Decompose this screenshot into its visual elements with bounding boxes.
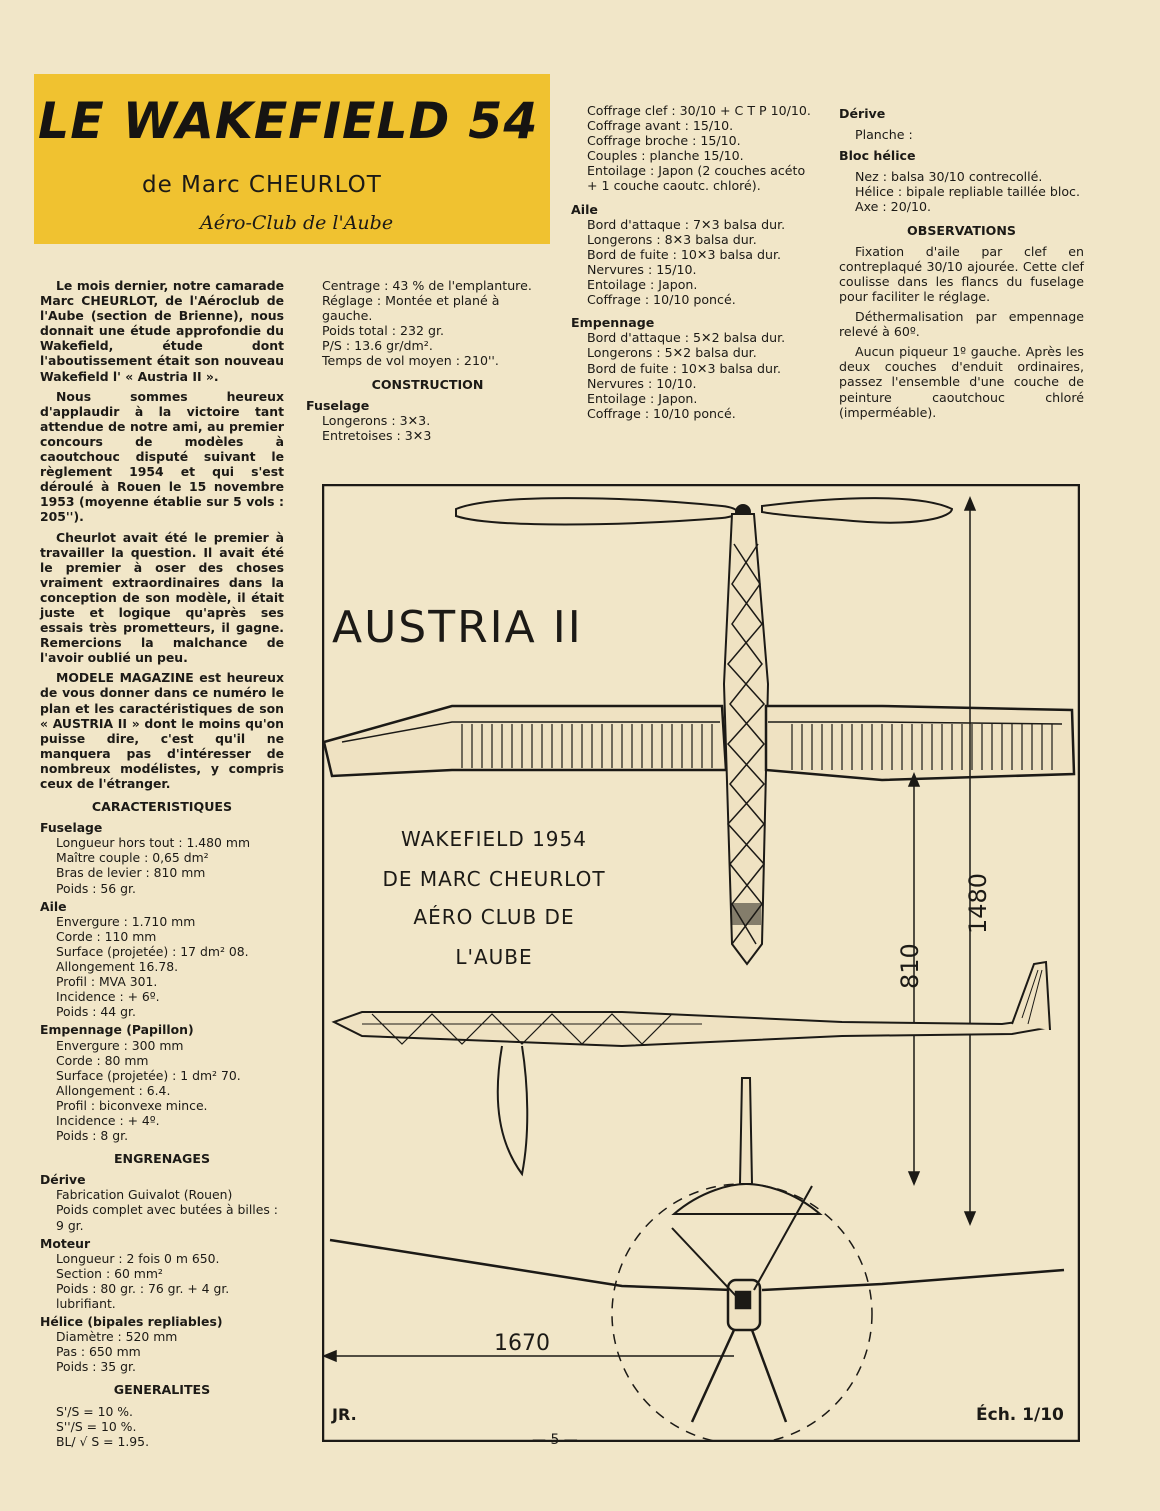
column-2 [306, 278, 549, 443]
section-heading: GENERALITES [113, 1382, 211, 1398]
plan-drawing [322, 484, 1080, 1442]
article-title: LE WAKEFIELD 54 [38, 92, 539, 150]
subheading: Dérive [839, 106, 886, 121]
propeller-top-view [456, 498, 952, 524]
section-heading: CARACTERISTIQUES [91, 799, 233, 815]
caption-line: WAKEFIELD 1954 [401, 827, 587, 851]
spec-line: Coffrage broche : 15/10. [587, 133, 741, 149]
spec-line: Longerons : 8✕3 balsa dur. [587, 231, 757, 247]
subheading: Moteur [40, 1235, 91, 1251]
observation-paragraph: Fixation d'aile par clef en contreplaqué 30/10 ajourée. Cette clef coulisse dans les flancs du fuselage pour faciliter le réglage. [839, 243, 1084, 304]
spec-line: Bord de fuite : 10✕3 balsa dur. [587, 246, 781, 262]
tail-front-view [674, 1078, 820, 1214]
spec-line: Temps de vol moyen : 210''. [322, 353, 499, 369]
spec-line: Centrage : 43 % de l'emplanture. [322, 278, 532, 293]
spec-line: Fabrication Guivalot (Rouen) [56, 1187, 233, 1203]
subheading: Fuselage [40, 820, 103, 836]
spec-line: Longueur hors tout : 1.480 mm [56, 835, 251, 851]
subheading: Aile [571, 201, 598, 217]
subheading: Empennage (Papillon) [40, 1022, 194, 1038]
spec-line: S'/S = 10 %. [56, 1403, 133, 1419]
spec-line: Réglage : Montée et plané à gauche. [322, 293, 500, 324]
spec-line: Poids : 35 gr. [56, 1359, 136, 1375]
column-4 [839, 103, 1084, 425]
spec-line: Incidence : + 4º. [56, 1112, 160, 1128]
spec-line: Poids total : 232 gr. [322, 323, 445, 339]
subheading: Fuselage [306, 397, 370, 413]
spec-line: Coffrage : 10/10 poncé. [587, 292, 736, 308]
article-byline: de Marc CHEURLOT [142, 172, 382, 198]
intro-paragraph: Nous sommes heureux d'applaudir à la victoire tant attendue de notre ami, au premier concours de modèles à caoutchouc disputé suivant le règlement 1954 et qui s'est déroulé à Rouen le 15 novembre 1953 (moyenne établie sur 5 vols : 205''). [40, 388, 284, 525]
caption-line: AÉRO CLUB DE [413, 905, 575, 929]
spec-line: Section : 60 mm² [56, 1265, 163, 1281]
spec-line: Corde : 110 mm [56, 928, 157, 944]
spec-line: Allongement 16.78. [56, 959, 179, 975]
spec-line: Bord de fuite : 10✕3 balsa dur. [587, 360, 781, 376]
spec-line: Couples : planche 15/10. [587, 148, 744, 164]
observation-paragraph: Aucun piqueur 1º gauche. Après les deux couches d'enduit ordinaires, passez l'ensemble d'une couche de peinture caoutchouc chloré (imperméable). [839, 344, 1084, 420]
spec-line: Nervures : 10/10. [587, 375, 697, 391]
caption-line: DE MARC CHEURLOT [382, 867, 606, 891]
spec-line: Longerons : 5✕2 balsa dur. [587, 345, 757, 361]
spec-line: Entoilage : Japon. [587, 390, 698, 406]
subheading: Empennage [571, 315, 655, 331]
page-footer: — 5 — [532, 1432, 578, 1448]
spec-line: Planche : [855, 127, 913, 143]
spec-line: Envergure : 300 mm [56, 1037, 184, 1053]
designer-signature: JR. [332, 1405, 357, 1424]
subheading: Hélice (bipales repliables) [40, 1314, 223, 1330]
spec-line: Envergure : 1.710 mm [56, 913, 196, 929]
spec-line: Poids complet avec butées à billes : 9 gr. [56, 1202, 278, 1233]
section-heading: OBSERVATIONS [907, 222, 1016, 238]
fuselage-top-view [724, 514, 768, 964]
spec-line: Axe : 20/10. [855, 199, 931, 215]
spec-line: P/S : 13.6 gr/dm². [322, 338, 433, 354]
intro-paragraph: MODELE MAGAZINE est heureux de vous donner dans ce numéro le plan et les caractéristiques de son « AUSTRIA II » dont le moins qu'on puisse dire, c'est qu'il ne manquera pas d'intéresser de nombreux modélistes, y compris ceux de l'étranger. [40, 670, 284, 791]
spec-line: Coffrage avant : 15/10. [587, 118, 734, 134]
spec-line: Maître couple : 0,65 dm² [56, 850, 209, 866]
spec-line: Longerons : 3✕3. [322, 412, 431, 428]
article-club: Aéro-Club de l'Aube [200, 212, 394, 234]
dimension-span: 1670 [494, 1331, 550, 1356]
spec-line: Nervures : 15/10. [587, 261, 697, 277]
subheading: Aile [40, 898, 67, 914]
spec-line: Incidence : + 6º. [56, 989, 160, 1005]
spec-line: Entoilage : Japon (2 couches acéto + 1 couche caoutc. chloré). [587, 163, 806, 194]
spec-line: Surface (projetée) : 1 dm² 70. [56, 1067, 241, 1083]
fuselage-side-view [334, 962, 1050, 1174]
spec-line: Diamètre : 520 mm [56, 1329, 178, 1345]
observation-paragraph: Déthermalisation par empennage relevé à 60º. [839, 309, 1084, 340]
spec-line: Bord d'attaque : 5✕2 balsa dur. [587, 330, 786, 346]
spec-line: Bras de levier : 810 mm [56, 865, 206, 881]
spec-line: Profil : MVA 301. [56, 974, 158, 990]
column-3 [571, 103, 818, 421]
intro-paragraph: Le mois dernier, notre camarade Marc CHEURLOT, de l'Aéroclub de l'Aube (section de Brienne), nous donnait une étude approfondie du Wakefield, étude dont l'aboutissement était son nouveau Wakefield l' « Austria II ». [40, 278, 284, 384]
spec-line: Coffrage clef : 30/10 + C T P 10/10. [587, 103, 811, 118]
spec-line: Poids : 8 gr. [56, 1128, 129, 1144]
spec-line: Poids : 44 gr. [56, 1004, 136, 1020]
scale-note: Éch. 1/10 [976, 1405, 1064, 1425]
caption-line: L'AUBE [455, 945, 533, 969]
spec-line: Surface (projetée) : 17 dm² 08. [56, 943, 249, 959]
spec-line: Allongement : 6.4. [56, 1082, 171, 1098]
spec-line: Pas : 650 mm [56, 1344, 141, 1360]
spec-line: Bord d'attaque : 7✕3 balsa dur. [587, 216, 786, 232]
spec-line: Hélice : bipale repliable taillée bloc. [855, 184, 1080, 200]
subheading: Dérive [40, 1172, 86, 1188]
spec-line: Poids : 56 gr. [56, 880, 136, 896]
front-view [330, 1184, 1064, 1442]
spec-line: Longueur : 2 fois 0 m 650. [56, 1250, 220, 1266]
section-heading: ENGRENAGES [113, 1151, 211, 1167]
spec-line: Nez : balsa 30/10 contrecollé. [855, 169, 1043, 185]
spec-line: S''/S = 10 %. [56, 1418, 137, 1434]
column-1 [40, 278, 284, 1449]
spec-line: Entretoises : 3✕3 [322, 427, 432, 443]
spec-line: BL/ √ S = 1.95. [56, 1433, 150, 1449]
dimension-lever: 810 [896, 943, 924, 989]
spec-line: Coffrage : 10/10 poncé. [587, 405, 736, 421]
spec-line: Profil : biconvexe mince. [56, 1097, 208, 1113]
subheading: Bloc hélice [839, 148, 916, 164]
spec-line: Corde : 80 mm [56, 1052, 149, 1068]
section-heading: CONSTRUCTION [371, 376, 484, 392]
model-name: AUSTRIA II [332, 602, 583, 653]
spec-line: Entoilage : Japon. [587, 277, 698, 293]
dimension-total: 1480 [964, 872, 992, 934]
intro-paragraph: Cheurlot avait été le premier à travailler la question. Il avait été le premier à oser des choses vraiment extraordinaires dans la conception de son modèle, il était juste et logique qu'après ses essais très prometteurs, il gagne. Remercions la malchance de l'avoir oublié un peu. [40, 529, 284, 666]
spec-line: Poids : 80 gr. : 76 gr. + 4 gr. lubrifiant. [56, 1280, 230, 1311]
